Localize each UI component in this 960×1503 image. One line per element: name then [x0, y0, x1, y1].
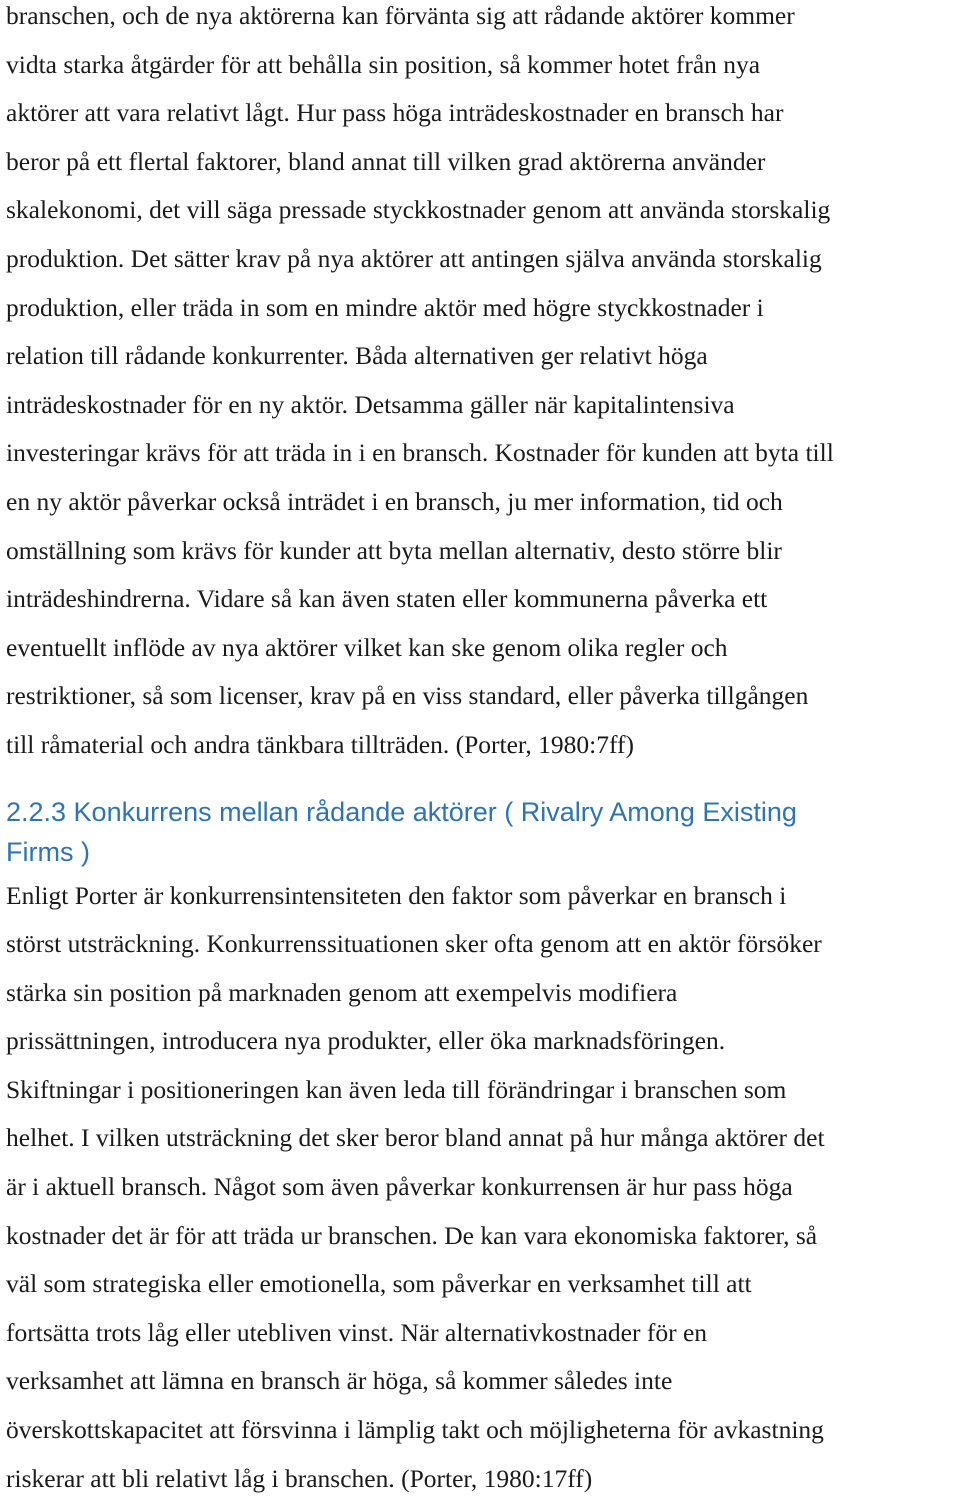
text-line: stärka sin position på marknaden genom att exempelvis modifiera: [6, 969, 956, 1018]
text-line: helhet. I vilken utsträckning det sker beror bland annat på hur många aktörer det: [6, 1114, 956, 1163]
text-line: väl som strategiska eller emotionella, som påverkar en verksamhet till att: [6, 1260, 956, 1309]
text-line: inträdeskostnader för en ny aktör. Detsamma gäller när kapitalintensiva: [6, 381, 956, 430]
text-line: restriktioner, så som licenser, krav på en viss standard, eller påverka tillgången: [6, 672, 956, 721]
text-line: verksamhet att lämna en bransch är höga, så kommer således inte: [6, 1357, 956, 1406]
section-heading: [6, 792, 956, 872]
text-line: Skiftningar i positioneringen kan även leda till förändringar i branschen som: [6, 1066, 956, 1115]
text-line: omställning som krävs för kunder att byta mellan alternativ, desto större blir: [6, 527, 956, 576]
document-page: [6, 0, 956, 1503]
text-line: överskottskapacitet att försvinna i lämplig takt och möjligheterna för avkastning: [6, 1406, 956, 1455]
text-line: aktörer att vara relativt lågt. Hur pass höga inträdeskostnader en bransch har: [6, 89, 956, 138]
body-paragraph-2: [6, 872, 956, 1503]
text-line: produktion. Det sätter krav på nya aktörer att antingen själva använda storskalig: [6, 235, 956, 284]
text-line: produktion, eller träda in som en mindre aktör med högre styckkostnader i: [6, 284, 956, 333]
text-line: inträdeshindrerna. Vidare så kan även staten eller kommunerna påverka ett: [6, 575, 956, 624]
text-line: relation till rådande konkurrenter. Båda alternativen ger relativt höga: [6, 332, 956, 381]
text-line: till råmaterial och andra tänkbara tillträden. (Porter, 1980:7ff): [6, 721, 956, 770]
heading-line: Firms ): [6, 832, 956, 872]
text-line: skalekonomi, det vill säga pressade styckkostnader genom att använda storskalig: [6, 186, 956, 235]
text-line: prissättningen, introducera nya produkter, eller öka marknadsföringen.: [6, 1017, 956, 1066]
text-line: eventuellt inflöde av nya aktörer vilket kan ske genom olika regler och: [6, 624, 956, 673]
text-line: beror på ett flertal faktorer, bland annat till vilken grad aktörerna använder: [6, 138, 956, 187]
text-line: riskerar att bli relativt låg i branschen. (Porter, 1980:17ff): [6, 1455, 956, 1503]
text-line: Enligt Porter är konkurrensintensiteten den faktor som påverkar en bransch i: [6, 872, 956, 921]
body-paragraph-1: [6, 0, 956, 770]
text-line: en ny aktör påverkar också inträdet i en bransch, ju mer information, tid och: [6, 478, 956, 527]
text-line: investeringar krävs för att träda in i en bransch. Kostnader för kunden att byta till: [6, 429, 956, 478]
text-line: vidta starka åtgärder för att behålla sin position, så kommer hotet från nya: [6, 41, 956, 90]
heading-line: 2.2.3 Konkurrens mellan rådande aktörer ( Rivalry Among Existing: [6, 792, 956, 832]
text-line: kostnader det är för att träda ur branschen. De kan vara ekonomiska faktorer, så: [6, 1212, 956, 1261]
text-line: störst utsträckning. Konkurrenssituationen sker ofta genom att en aktör försöker: [6, 920, 956, 969]
text-line: fortsätta trots låg eller utebliven vinst. När alternativkostnader för en: [6, 1309, 956, 1358]
text-line: branschen, och de nya aktörerna kan förvänta sig att rådande aktörer kommer: [6, 0, 956, 41]
text-line: är i aktuell bransch. Något som även påverkar konkurrensen är hur pass höga: [6, 1163, 956, 1212]
